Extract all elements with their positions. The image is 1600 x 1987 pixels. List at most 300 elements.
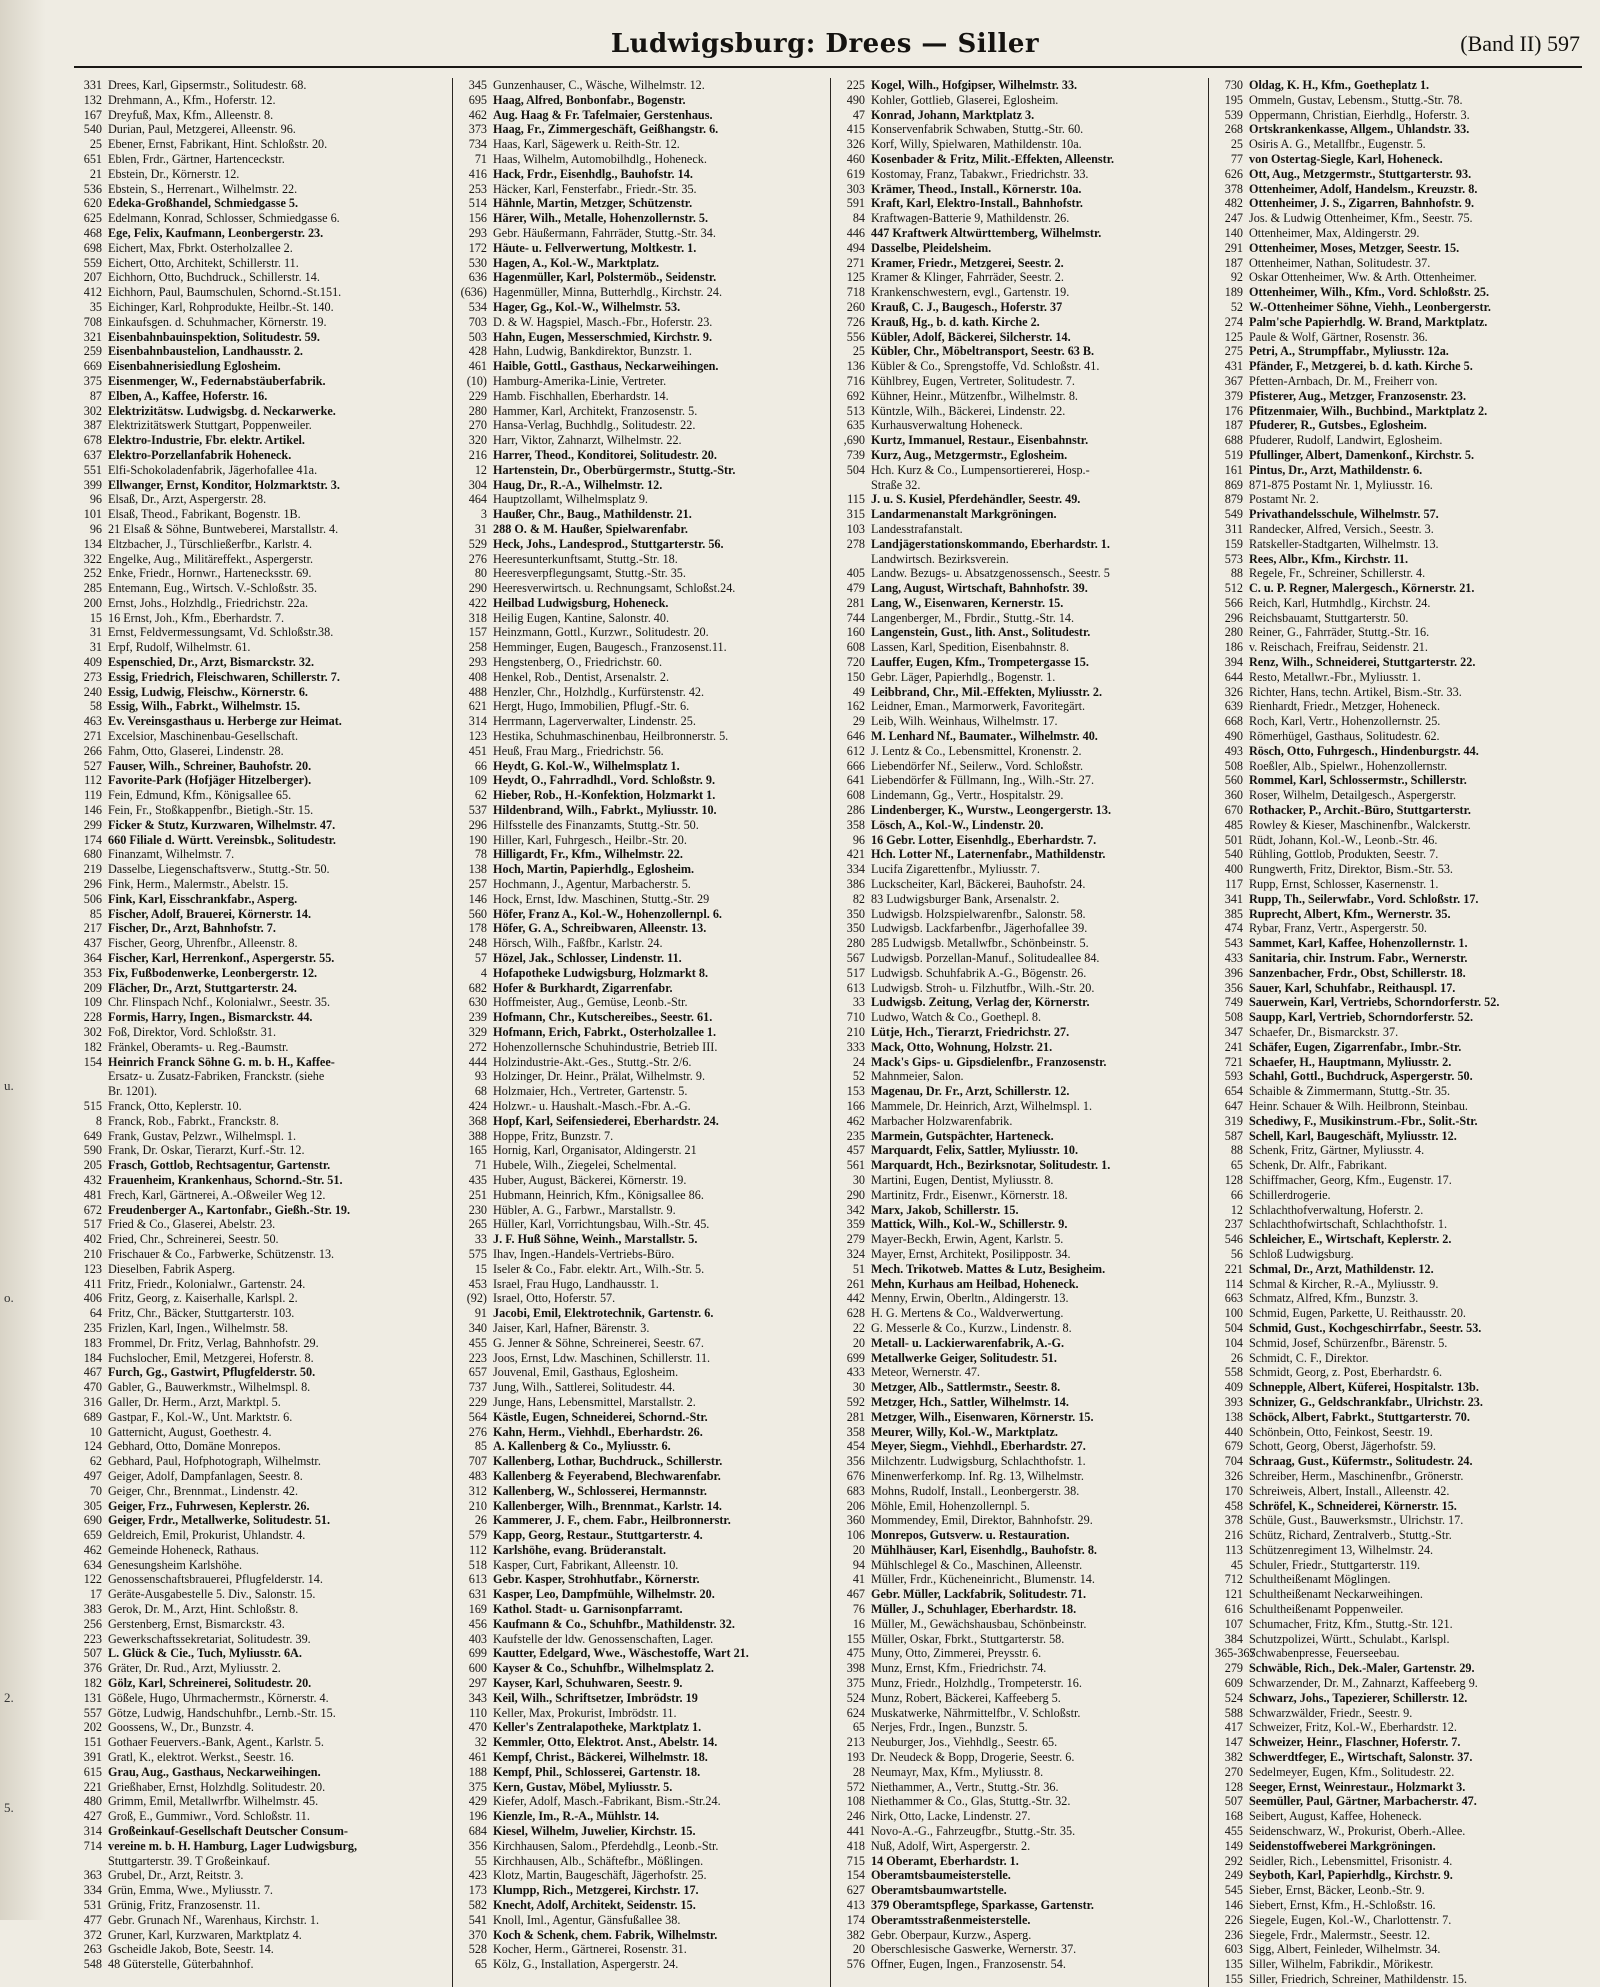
directory-entry — [459, 1410, 826, 1425]
entry-phone-number: 326 — [1224, 684, 1243, 699]
entry-phone-number: 536 — [83, 181, 102, 196]
directory-entry — [1215, 1173, 1582, 1188]
entry-text: Schütz, Richard, Zentralverb., Stuttg.-Str. — [1249, 1528, 1452, 1543]
entry-phone-number: 676 — [846, 1468, 865, 1483]
entry-phone-number: 692 — [846, 388, 865, 403]
entry-phone-number: 91 — [474, 1306, 487, 1321]
directory-entry — [1215, 1543, 1582, 1558]
entry-phone-number: 268 — [1224, 122, 1243, 137]
entry-text: Mühlhäuser, Karl, Eisenhdlg., Bauhofstr. 8. — [871, 1542, 1097, 1557]
entry-text: Kraftwagen-Batterie 9, Mathildenstr. 26. — [871, 211, 1070, 226]
entry-phone-number: 96 — [852, 832, 865, 847]
directory-entry — [1215, 330, 1582, 345]
directory-entry — [459, 1262, 826, 1277]
entry-text: 16 Gebr. Lotter, Eisenhdlg., Eberhardstr. 7. — [871, 832, 1097, 847]
entry-text: Lauffer, Eugen, Kfm., Trompetergasse 15. — [871, 655, 1089, 670]
entry-phone-number: 422 — [468, 595, 487, 610]
entry-text: Excelsior, Maschinenbau-Gesellschaft. — [108, 729, 299, 744]
entry-phone-number: 8 — [95, 1113, 102, 1128]
entry-text: Elsaß, Dr., Arzt, Aspergerstr. 28. — [108, 492, 267, 507]
entry-phone-number: 383 — [83, 1602, 102, 1617]
entry-text: J. Lentz & Co., Lebensmittel, Kronenstr. 2. — [871, 743, 1082, 758]
entry-phone-number: 157 — [468, 625, 487, 640]
entry-phone-number: 481 — [83, 1187, 102, 1202]
directory-entry — [74, 1173, 448, 1188]
entry-phone-number: 591 — [846, 196, 865, 211]
entry-text: Eichert, Max, Fbrkt. Osterholzallee 2. — [108, 240, 293, 255]
entry-text: Essig, Wilh., Fabrkt., Wilhelmstr. 15. — [108, 699, 300, 714]
entry-phone-number: 85 — [474, 1439, 487, 1454]
entry-phone-number: 504 — [1224, 1320, 1243, 1335]
entry-text: Hock, Ernst, Idw. Maschinen, Stuttg.-Str. 29 — [493, 891, 710, 906]
directory-entry — [459, 152, 826, 167]
directory-entry — [74, 1499, 448, 1514]
entry-phone-number: 270 — [468, 418, 487, 433]
entry-phone-number: 350 — [846, 906, 865, 921]
entry-text: Franck, Otto, Keplerstr. 10. — [108, 1098, 242, 1113]
entry-phone-number: 616 — [1224, 1602, 1243, 1617]
entry-phone-number: 256 — [83, 1616, 102, 1631]
entry-phone-number: 71 — [474, 1158, 487, 1173]
entry-text: Renz, Wilh., Schneiderei, Stuttgarterstr. 22. — [1249, 655, 1476, 670]
directory-entry — [1215, 1277, 1582, 1292]
directory-entry — [837, 256, 1204, 271]
entry-text: Oberschlesische Gaswerke, Wernerstr. 37. — [871, 1942, 1077, 1957]
entry-text: Rüdt, Johann, Kol.-W., Leonb.-Str. 46. — [1249, 832, 1438, 847]
entry-text: Klotz, Martin, Baugeschäft, Jägerhofstr. 25. — [493, 1868, 707, 1883]
entry-text: Gölz, Karl, Schreinerei, Solitudestr. 20. — [108, 1676, 312, 1691]
directory-entry — [74, 744, 448, 759]
entry-text: Keller, Max, Prokurist, Imbrödstr. 11. — [493, 1705, 677, 1720]
entry-text: Schultheißenamt Poppenweiler. — [1249, 1602, 1404, 1617]
entry-phone-number: 153 — [846, 1084, 865, 1099]
entry-text: Hopf, Karl, Seifensiederei, Eberhardstr. 24. — [493, 1113, 719, 1128]
entry-phone-number: 123 — [468, 729, 487, 744]
directory-entry — [459, 1114, 826, 1129]
entry-text: Eisenmenger, W., Federnabstäuberfabrik. — [108, 373, 326, 388]
entry-text: Meyer, Siegm., Viehhdl., Eberhardstr. 27. — [871, 1439, 1086, 1454]
entry-text: Schnizer, G., Geldschrankfabr., Ulrichstr. 23. — [1249, 1394, 1483, 1409]
entry-text: Landesstrafanstalt. — [871, 521, 963, 536]
entry-text: Rothacker, P., Archit.-Büro, Stuttgarterstr. — [1249, 803, 1471, 818]
entry-phone-number: 32 — [474, 1735, 487, 1750]
entry-text: Kübler, Chr., Möbeltransport, Seestr. 63 B. — [871, 344, 1095, 359]
directory-column-2 — [452, 78, 830, 1987]
directory-entry — [837, 1040, 1204, 1055]
directory-entry — [1215, 389, 1582, 404]
entry-text: Junge, Hans, Lebensmittel, Marstallstr. 2. — [493, 1394, 696, 1409]
entry-phone-number: 382 — [1224, 1750, 1243, 1765]
entry-phone-number: 259 — [83, 344, 102, 359]
directory-entry — [1215, 1069, 1582, 1084]
entry-text: Kocher, Herm., Gärtnerei, Rosenstr. 31. — [493, 1942, 687, 1957]
entry-text: Regele, Fr., Schreiner, Schillerstr. 4. — [1249, 566, 1426, 581]
entry-text: Gebhard, Paul, Hofphotograph, Wilhelmstr. — [108, 1454, 321, 1469]
entry-text: Randecker, Alfred, Versich., Seestr. 3. — [1249, 521, 1434, 536]
entry-phone-number: 240 — [83, 684, 102, 699]
entry-phone-number: 225 — [846, 78, 865, 92]
directory-entry — [459, 892, 826, 907]
directory-entry — [74, 522, 448, 537]
entry-phone-number: 291 — [1224, 240, 1243, 255]
entry-phone-number: 165 — [468, 1143, 487, 1158]
entry-phone-number: 274 — [1224, 314, 1243, 329]
directory-entry — [459, 670, 826, 685]
directory-entry — [837, 1720, 1204, 1735]
entry-phone-number: 296 — [1224, 610, 1243, 625]
entry-text: Kühlbrey, Eugen, Vertreter, Solitudestr. 7. — [871, 373, 1075, 388]
directory-entry — [1215, 78, 1582, 93]
directory-entry — [74, 1069, 448, 1084]
entry-phone-number: 378 — [1224, 181, 1243, 196]
entry-phone-number: 411 — [84, 1276, 102, 1291]
entry-phone-number: 421 — [846, 847, 865, 862]
entry-phone-number: 869 — [1224, 477, 1243, 492]
directory-entry — [74, 433, 448, 448]
directory-entry — [459, 596, 826, 611]
volume-and-page — [1460, 31, 1580, 57]
entry-phone-number: 292 — [1224, 1853, 1243, 1868]
entry-text: Ebstein, S., Herrenart., Wilhelmstr. 22. — [108, 181, 298, 196]
directory-entry — [837, 285, 1204, 300]
entry-text: Sedelmeyer, Eugen, Kfm., Solitudestr. 22. — [1249, 1764, 1455, 1779]
entry-phone-number — [837, 478, 865, 493]
entry-phone-number: 387 — [83, 418, 102, 433]
entry-phone-number: 110 — [469, 1705, 487, 1720]
entry-text: Jacobi, Emil, Elektrotechnik, Gartenstr. 6. — [493, 1306, 714, 1321]
entry-text: Eblen, Frdr., Gärtner, Hartenceckstr. — [108, 151, 285, 166]
entry-phone-number: 52 — [1230, 299, 1243, 314]
directory-entry — [837, 655, 1204, 670]
entry-text: Sieber, Ernst, Bäcker, Leonb.-Str. 9. — [1249, 1883, 1425, 1898]
entry-phone-number: 620 — [83, 196, 102, 211]
entry-phone-number — [74, 1084, 102, 1099]
directory-entry — [74, 463, 448, 478]
entry-phone-number: 590 — [83, 1143, 102, 1158]
entry-text: Hahn, Eugen, Messerschmied, Kirchstr. 9. — [493, 329, 713, 344]
entry-text: Fischer, Adolf, Brauerei, Körnerstr. 14. — [108, 906, 311, 921]
entry-phone-number: 318 — [468, 610, 487, 625]
entry-phone-number: 412 — [83, 285, 102, 300]
entry-text: Schaible & Zimmermann, Stuttg.-Str. 35. — [1249, 1084, 1451, 1099]
entry-text: Ellwanger, Ernst, Konditor, Holzmarktstr. 3. — [108, 477, 340, 492]
directory-entry — [837, 670, 1204, 685]
entry-text: Seyboth, Karl, Papierhdlg., Kirchstr. 9. — [1249, 1868, 1453, 1883]
directory-entry — [1215, 1247, 1582, 1262]
entry-phone-number: 546 — [1224, 1232, 1243, 1247]
entry-text: Schmidt, C. F., Direktor. — [1249, 1350, 1369, 1365]
directory-entry — [74, 1957, 448, 1972]
entry-text: Mahnmeier, Salon. — [871, 1069, 964, 1084]
directory-entry — [1215, 640, 1582, 655]
entry-phone-number: 15 — [474, 1261, 487, 1276]
directory-entry — [74, 1439, 448, 1454]
entry-text: Kasper, Leo, Dampfmühle, Wilhelmstr. 20. — [493, 1587, 715, 1602]
directory-entry — [837, 478, 1204, 493]
directory-entry — [837, 1365, 1204, 1380]
entry-text: Finanzamt, Wilhelmstr. 7. — [108, 847, 235, 862]
directory-entry — [74, 1602, 448, 1617]
directory-entry — [1215, 1942, 1582, 1957]
entry-text: Großeinkauf-Gesellschaft Deutscher Consum- — [108, 1824, 348, 1839]
directory-entry — [74, 995, 448, 1010]
directory-entry — [459, 981, 826, 996]
entry-phone-number: 730 — [1224, 78, 1243, 92]
directory-column-4 — [1208, 78, 1586, 1987]
entry-text: Höfer, Franz A., Kol.-W., Hohenzollernpl. 6. — [493, 906, 722, 921]
entry-phone-number: 572 — [846, 1779, 865, 1794]
entry-text: Grün, Emma, Wwe., Myliusstr. 7. — [108, 1883, 273, 1898]
entry-text: Hack, Frdr., Eisenhdlg., Bauhofstr. 14. — [493, 166, 693, 181]
directory-entry — [837, 1484, 1204, 1499]
entry-text: 871-875 Postamt Nr. 1, Myliusstr. 16. — [1249, 477, 1433, 492]
entry-text: Fein, Fr., Stoßkappenfbr., Bietigh.-Str. 15. — [108, 803, 314, 818]
entry-text: Eisenbahnerisiedlung Eglosheim. — [108, 359, 281, 374]
entry-phone-number: 172 — [468, 240, 487, 255]
entry-phone-number: 423 — [468, 1868, 487, 1883]
entry-phone-number: 689 — [83, 1409, 102, 1424]
entry-text: Eichinger, Karl, Rohprodukte, Heilbr.-St. 140. — [108, 299, 334, 314]
entry-text: Krauß, Hg., b. d. kath. Kirche 2. — [871, 314, 1040, 329]
directory-entry — [837, 433, 1204, 448]
directory-entry — [459, 1203, 826, 1218]
directory-entry — [459, 833, 826, 848]
entry-phone-number: 331 — [83, 78, 102, 92]
entry-text: Rösch, Otto, Fuhrgesch., Hindenburgstr. 44. — [1249, 743, 1479, 758]
entry-phone-number: 388 — [468, 1128, 487, 1143]
entry-text: Engelke, Aug., Militäreffekt., Aspergerstr. — [108, 551, 314, 566]
directory-entry — [459, 270, 826, 285]
entry-phone-number: 62 — [474, 788, 487, 803]
directory-entry — [459, 537, 826, 552]
entry-text: Hofmann, Erich, Fabrkt., Osterholzallee 1. — [493, 1025, 717, 1039]
directory-entry — [74, 1262, 448, 1277]
entry-text: Genossenschaftsbrauerei, Pflugfelderstr. 14. — [108, 1572, 323, 1587]
entry-text: Pfuderer, R., Gutsbes., Eglosheim. — [1249, 418, 1427, 433]
entry-text: Gerstenberg, Ernst, Bismarckstr. 43. — [108, 1616, 285, 1631]
entry-phone-number: 463 — [83, 714, 102, 729]
entry-text: J. u. S. Kusiel, Pferdehändler, Seestr. 49. — [871, 492, 1081, 507]
entry-phone-number: 475 — [846, 1646, 865, 1661]
entry-text: Hch. Kurz & Co., Lumpensortiererei, Hosp.- — [871, 462, 1090, 477]
entry-text: Hofapotheke Ludwigsburg, Holzmarkt 8. — [493, 965, 708, 980]
entry-text: Mammele, Dr. Heinrich, Arzt, Wilhelmspl. 1. — [871, 1098, 1092, 1113]
entry-phone-number: 279 — [846, 1232, 865, 1247]
entry-text: Mayer, Ernst, Architekt, Posilippostr. 34. — [871, 1246, 1071, 1261]
entry-text: Dr. Neudeck & Bopp, Drogerie, Seestr. 6. — [871, 1750, 1075, 1765]
directory-entry — [837, 137, 1204, 152]
entry-text: Ludwo, Watch & Co., Goethepl. 8. — [871, 1010, 1042, 1025]
entry-text: Elektrizitätswerk Stuttgart, Poppenweiler. — [108, 418, 312, 433]
entry-text: Harrer, Theod., Konditorei, Solitudestr. 20. — [493, 447, 717, 462]
entry-text: Hamb. Fischhallen, Eberhardstr. 14. — [493, 388, 669, 403]
entry-phone-number: 378 — [1224, 1513, 1243, 1528]
directory-entry — [74, 1809, 448, 1824]
entry-phone-number: (92) — [466, 1291, 487, 1306]
entry-phone-number: 454 — [846, 1439, 865, 1454]
entry-phone-number: 125 — [1224, 329, 1243, 344]
entry-phone-number: 403 — [468, 1631, 487, 1646]
entry-text: Fried, Chr., Schreinerei, Seestr. 50. — [108, 1232, 279, 1247]
entry-text: Gabler, G., Bauwerkmstr., Wilhelmspl. 8. — [108, 1380, 311, 1395]
entry-phone-number: 358 — [846, 817, 865, 832]
entry-phone-number: 237 — [1224, 1217, 1243, 1232]
entry-text: Schmid, Gust., Kochgeschirrfabr., Seestr. 53. — [1249, 1320, 1482, 1335]
directory-entry — [837, 1883, 1204, 1898]
entry-phone-number: 575 — [468, 1246, 487, 1261]
directory-entry — [837, 1735, 1204, 1750]
entry-text: Hörsch, Wilh., Faßfbr., Karlstr. 24. — [493, 936, 663, 951]
directory-entry — [459, 1809, 826, 1824]
entry-phone-number: 455 — [1224, 1824, 1243, 1839]
entry-phone-number: 138 — [1224, 1409, 1243, 1424]
entry-phone-number: 739 — [846, 447, 865, 462]
directory-entry — [74, 1380, 448, 1395]
entry-phone-number: 210 — [83, 1246, 102, 1261]
entry-phone-number: 508 — [1224, 758, 1243, 773]
entry-phone-number: 168 — [1224, 1809, 1243, 1824]
directory-entry — [1215, 1306, 1582, 1321]
entry-phone-number: 188 — [468, 1764, 487, 1779]
directory-entry — [837, 611, 1204, 626]
entry-phone-number: 334 — [846, 862, 865, 877]
entry-text: Kallenberg & Feyerabend, Blechwarenfabr. — [493, 1468, 721, 1483]
entry-text: Saupp, Karl, Vertrieb, Schorndorferstr. 52. — [1249, 1010, 1474, 1025]
entry-phone-number: 470 — [83, 1380, 102, 1395]
entry-phone-number: 517 — [846, 965, 865, 980]
entry-text: Pfetten-Arnbach, Dr. M., Freiherr von. — [1249, 373, 1438, 388]
directory-entry — [74, 1129, 448, 1144]
directory-entry — [837, 507, 1204, 522]
entry-phone-number: 444 — [468, 1054, 487, 1069]
directory-entry — [1215, 773, 1582, 788]
entry-phone-number: 384 — [1224, 1631, 1243, 1646]
entry-text: 288 O. & M. Haußer, Spielwarenfabr. — [493, 521, 688, 536]
header-rule — [74, 66, 1582, 68]
entry-text: Heeresverpflegungsamt, Stuttg.-Str. 35. — [493, 566, 686, 581]
entry-phone-number: 230 — [468, 1202, 487, 1217]
entry-text: Elsaß, Theod., Fabrikant, Bogenstr. 1B. — [108, 507, 301, 522]
directory-entry — [459, 478, 826, 493]
entry-text: vereine m. b. H. Hamburg, Lager Ludwigsburg, — [108, 1838, 358, 1853]
entry-text: Ruprecht, Albert, Kfm., Wernerstr. 35. — [1249, 906, 1451, 921]
entry-phone-number: 121 — [1224, 1587, 1243, 1602]
entry-text: Oldag, K. H., Kfm., Goetheplatz 1. — [1249, 78, 1430, 92]
entry-phone-number: 483 — [468, 1468, 487, 1483]
directory-entry — [74, 1055, 448, 1070]
directory-entry — [74, 966, 448, 981]
entry-text: Holzmaier, Hch., Vertreter, Gartenstr. 5. — [493, 1084, 688, 1099]
entry-phone-number: 593 — [1224, 1069, 1243, 1084]
entry-text: Schmidt, Georg, z. Post, Eberhardstr. 6. — [1249, 1365, 1443, 1380]
entry-text: Ottenheimer, Moses, Metzger, Seestr. 15. — [1249, 240, 1460, 255]
directory-entry — [74, 1395, 448, 1410]
entry-text: Aug. Haag & Fr. Tafelmaier, Gerstenhaus. — [493, 107, 713, 122]
entry-text: Fahm, Otto, Glaserei, Lindenstr. 28. — [108, 743, 284, 758]
entry-phone-number: 253 — [468, 181, 487, 196]
entry-phone-number: 482 — [1224, 196, 1243, 211]
entry-text: Hubele, Wilh., Ziegelei, Schelmental. — [493, 1158, 677, 1173]
directory-entry — [1215, 478, 1582, 493]
directory-entry — [74, 344, 448, 359]
directory-entry — [837, 803, 1204, 818]
entry-phone-number: 372 — [83, 1927, 102, 1942]
entry-text: Ott, Aug., Metzgermstr., Stuttgarterstr. 93. — [1249, 166, 1472, 181]
directory-entry — [1215, 729, 1582, 744]
directory-entry — [74, 374, 448, 389]
directory-entry — [74, 1099, 448, 1114]
entry-text: Elfi-Schokoladenfabrik, Jägerhofallee 41a. — [108, 462, 318, 477]
directory-entry — [1215, 1720, 1582, 1735]
entry-text: Möhle, Emil, Hohenzollernpl. 5. — [871, 1498, 1030, 1513]
entry-text: Hoch, Martin, Papierhdlg., Eglosheim. — [493, 862, 695, 877]
entry-phone-number: 540 — [83, 122, 102, 137]
entry-phone-number: 70 — [89, 1483, 102, 1498]
entry-text: Dasselbe, Pleidelsheim. — [871, 240, 992, 255]
directory-entry — [1215, 1706, 1582, 1721]
directory-entry — [74, 315, 448, 330]
margin-mark: 5. — [4, 1800, 14, 1815]
entry-phone-number: 712 — [1224, 1572, 1243, 1587]
entry-text: Marbacher Holzwarenfabrik. — [871, 1113, 1013, 1128]
entry-text: Kempf, Christ., Bäckerei, Wilhelmstr. 18. — [493, 1750, 708, 1765]
directory-entry — [459, 1454, 826, 1469]
entry-phone-number: 173 — [468, 1883, 487, 1898]
entry-phone-number: 33 — [852, 995, 865, 1010]
directory-entry — [1215, 1898, 1582, 1913]
directory-entry — [837, 300, 1204, 315]
entry-phone-number: 726 — [846, 314, 865, 329]
entry-text: Neuburger, Jos., Viehhdlg., Seestr. 65. — [871, 1735, 1058, 1750]
entry-phone-number: 196 — [468, 1809, 487, 1824]
directory-entry — [1215, 1454, 1582, 1469]
directory-entry — [1215, 1632, 1582, 1647]
entry-text: Paule & Wolf, Gärtner, Rosenstr. 36. — [1249, 329, 1428, 344]
entry-text: Siegele, Eugen, Kol.-W., Charlottenstr. 7. — [1249, 1912, 1452, 1927]
directory-entry — [1215, 1262, 1582, 1277]
directory-entry — [74, 1203, 448, 1218]
entry-phone-number: 744 — [846, 610, 865, 625]
entry-text: Schenk, Fritz, Gärtner, Myliusstr. 4. — [1249, 1143, 1425, 1158]
entry-text: 379 Oberamtspflege, Sparkasse, Gartenstr. — [871, 1898, 1094, 1913]
entry-text: Schreiweis, Albert, Install., Alleenstr. 42. — [1249, 1483, 1450, 1498]
directory-entry — [1215, 611, 1582, 626]
entry-phone-number: 579 — [468, 1528, 487, 1543]
entry-phone-number: 103 — [846, 521, 865, 536]
entry-text: Herrmann, Lagerverwalter, Lindenstr. 25. — [493, 714, 696, 729]
directory-entry — [74, 1425, 448, 1440]
entry-text: Ottenheimer, Adolf, Handelsm., Kreuzstr. 8. — [1249, 181, 1478, 196]
entry-phone-number: 31 — [474, 521, 487, 536]
entry-phone-number: 28 — [852, 1764, 865, 1779]
entry-phone-number: 65 — [852, 1720, 865, 1735]
entry-phone-number: 122 — [83, 1572, 102, 1587]
entry-text: Resto, Metallwr.-Fbr., Myliusstr. 1. — [1249, 669, 1421, 684]
entry-phone-number: 195 — [1224, 92, 1243, 107]
entry-phone-number: 124 — [83, 1439, 102, 1454]
entry-text: Roser, Wilhelm, Detailgesch., Aspergerstr. — [1249, 788, 1457, 803]
entry-text: Eichhorn, Paul, Baumschulen, Schornd.-St.151. — [108, 285, 342, 300]
entry-phone-number: 93 — [474, 1069, 487, 1084]
entry-phone-number: 503 — [468, 329, 487, 344]
directory-entry — [74, 359, 448, 374]
entry-text: Harr, Viktor, Zahnarzt, Wilhelmstr. 22. — [493, 433, 682, 448]
directory-entry — [1215, 1484, 1582, 1499]
entry-text: Schöck, Albert, Fabrkt., Stuttgarterstr. 70. — [1249, 1409, 1470, 1424]
entry-text: Karlshöhe, evang. Brüderanstalt. — [493, 1542, 666, 1557]
directory-entry — [1215, 877, 1582, 892]
directory-entry — [1215, 966, 1582, 981]
